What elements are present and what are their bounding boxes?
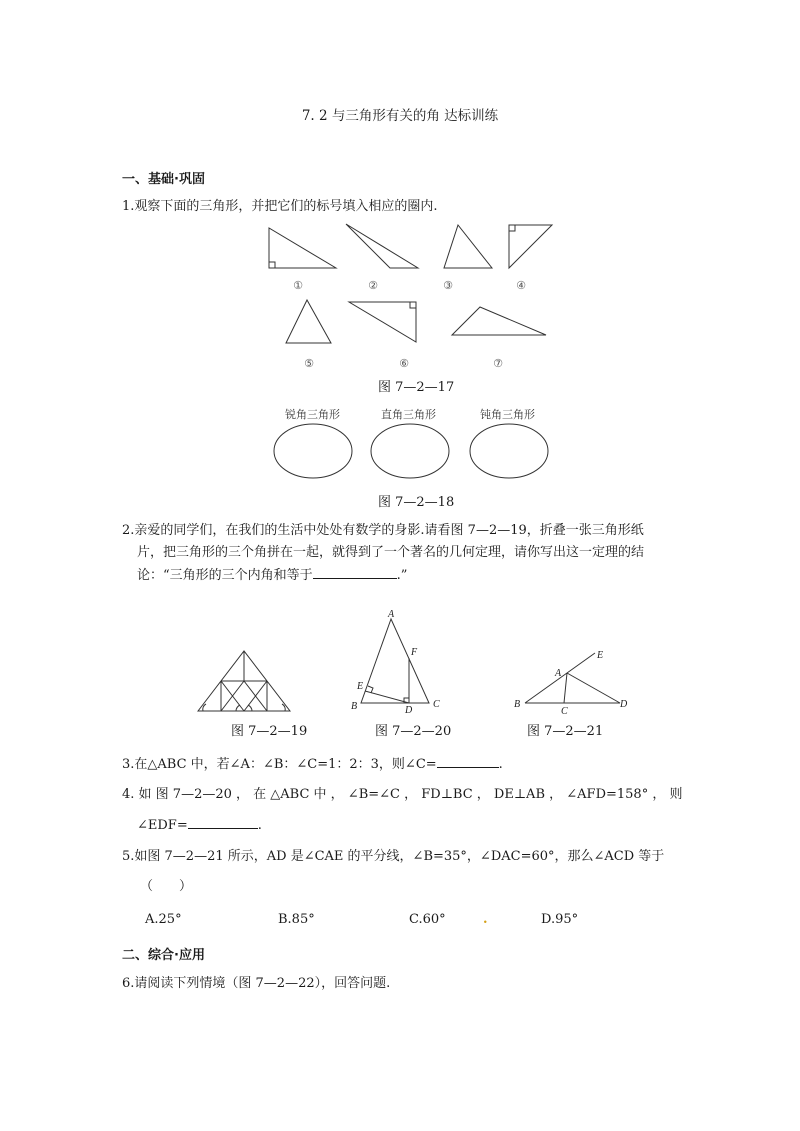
question-2-line1: 2.亲爱的同学们，在我们的生活中处处有数学的身影.请看图 7—2—19，折叠一张三角形纸: [122, 523, 644, 538]
question-2-line3: 论：“三角形的三个内角和等于 .”: [137, 565, 407, 585]
ellipse-label-acute: 锐角三角形: [285, 408, 340, 421]
caption-fig21: 图 7—2—21: [527, 724, 604, 739]
point-C-fig21: C: [561, 706, 568, 717]
figure-7-2-19: [198, 651, 290, 711]
question-4-line2: ∠EDF= .: [137, 815, 262, 835]
question-2-line2: 片，把三角形的三个角拼在一起，就得到了一个著名的几何定理，请你写出这一定理的结: [137, 545, 645, 560]
figure-7-2-21: [525, 653, 620, 703]
figure-7-2-20: [361, 619, 429, 703]
ellipse-label-right: 直角三角形: [381, 408, 436, 421]
label-5: ⑤: [304, 357, 314, 370]
label-1: ①: [293, 279, 303, 292]
question-5-paren: （ ）: [140, 879, 193, 894]
caption-fig18: 图 7—2—18: [378, 495, 455, 510]
answer-blank-q3[interactable]: [437, 754, 499, 768]
stray-dot: .: [483, 912, 488, 927]
option-d[interactable]: D.95°: [541, 912, 579, 927]
question-5-line1: 5.如图 7—2—21 所示，AD 是∠CAE 的平分线，∠B=35°，∠DAC=60°，那么∠ACD 等于: [122, 849, 665, 864]
caption-fig17: 图 7—2—17: [378, 380, 455, 395]
label-7: ⑦: [493, 357, 503, 370]
point-D-fig21: D: [620, 699, 628, 710]
ellipse-label-obtuse: 钝角三角形: [480, 408, 535, 421]
label-2: ②: [368, 279, 378, 292]
option-b[interactable]: B.85°: [278, 912, 315, 927]
option-c[interactable]: C.60°: [409, 912, 446, 927]
answer-blank-q4[interactable]: [188, 815, 258, 829]
point-A-fig20: A: [388, 609, 395, 620]
section-heading-1: 一、基础·巩固: [122, 172, 205, 187]
point-E-fig20: E: [357, 681, 364, 692]
point-F: F: [411, 647, 418, 658]
caption-fig19: 图 7—2—19: [231, 724, 308, 739]
label-4: ④: [516, 279, 526, 292]
page-title: 7. 2 与三角形有关的角 达标训练: [301, 108, 499, 124]
point-C-fig20: C: [433, 699, 440, 710]
section-heading-2: 二、综合·应用: [122, 948, 205, 963]
question-1: 1.观察下面的三角形，并把它们的标号填入相应的圈内.: [122, 199, 438, 214]
label-3: ③: [443, 279, 453, 292]
label-6: ⑥: [399, 357, 409, 370]
option-a[interactable]: A.25°: [145, 912, 182, 927]
point-E-fig21: E: [597, 650, 604, 661]
question-4-line1: 4. 如 图 7—2—20 ， 在 △ABC 中 ， ∠B=∠C ， FD⊥BC ， DE⊥AB ， ∠AFD=158° ， 则: [122, 787, 683, 802]
point-B-fig20: B: [351, 701, 358, 712]
point-D-fig20: D: [405, 705, 413, 716]
question-3: 3.在△ABC 中，若∠A：∠B：∠C=1：2：3，则∠C= .: [122, 754, 503, 774]
point-A-fig21: A: [555, 668, 562, 679]
point-B-fig21: B: [514, 699, 521, 710]
question-6: 6.请阅读下列情境（图 7—2—22），回答问题.: [122, 976, 391, 991]
caption-fig20: 图 7—2—20: [375, 724, 452, 739]
